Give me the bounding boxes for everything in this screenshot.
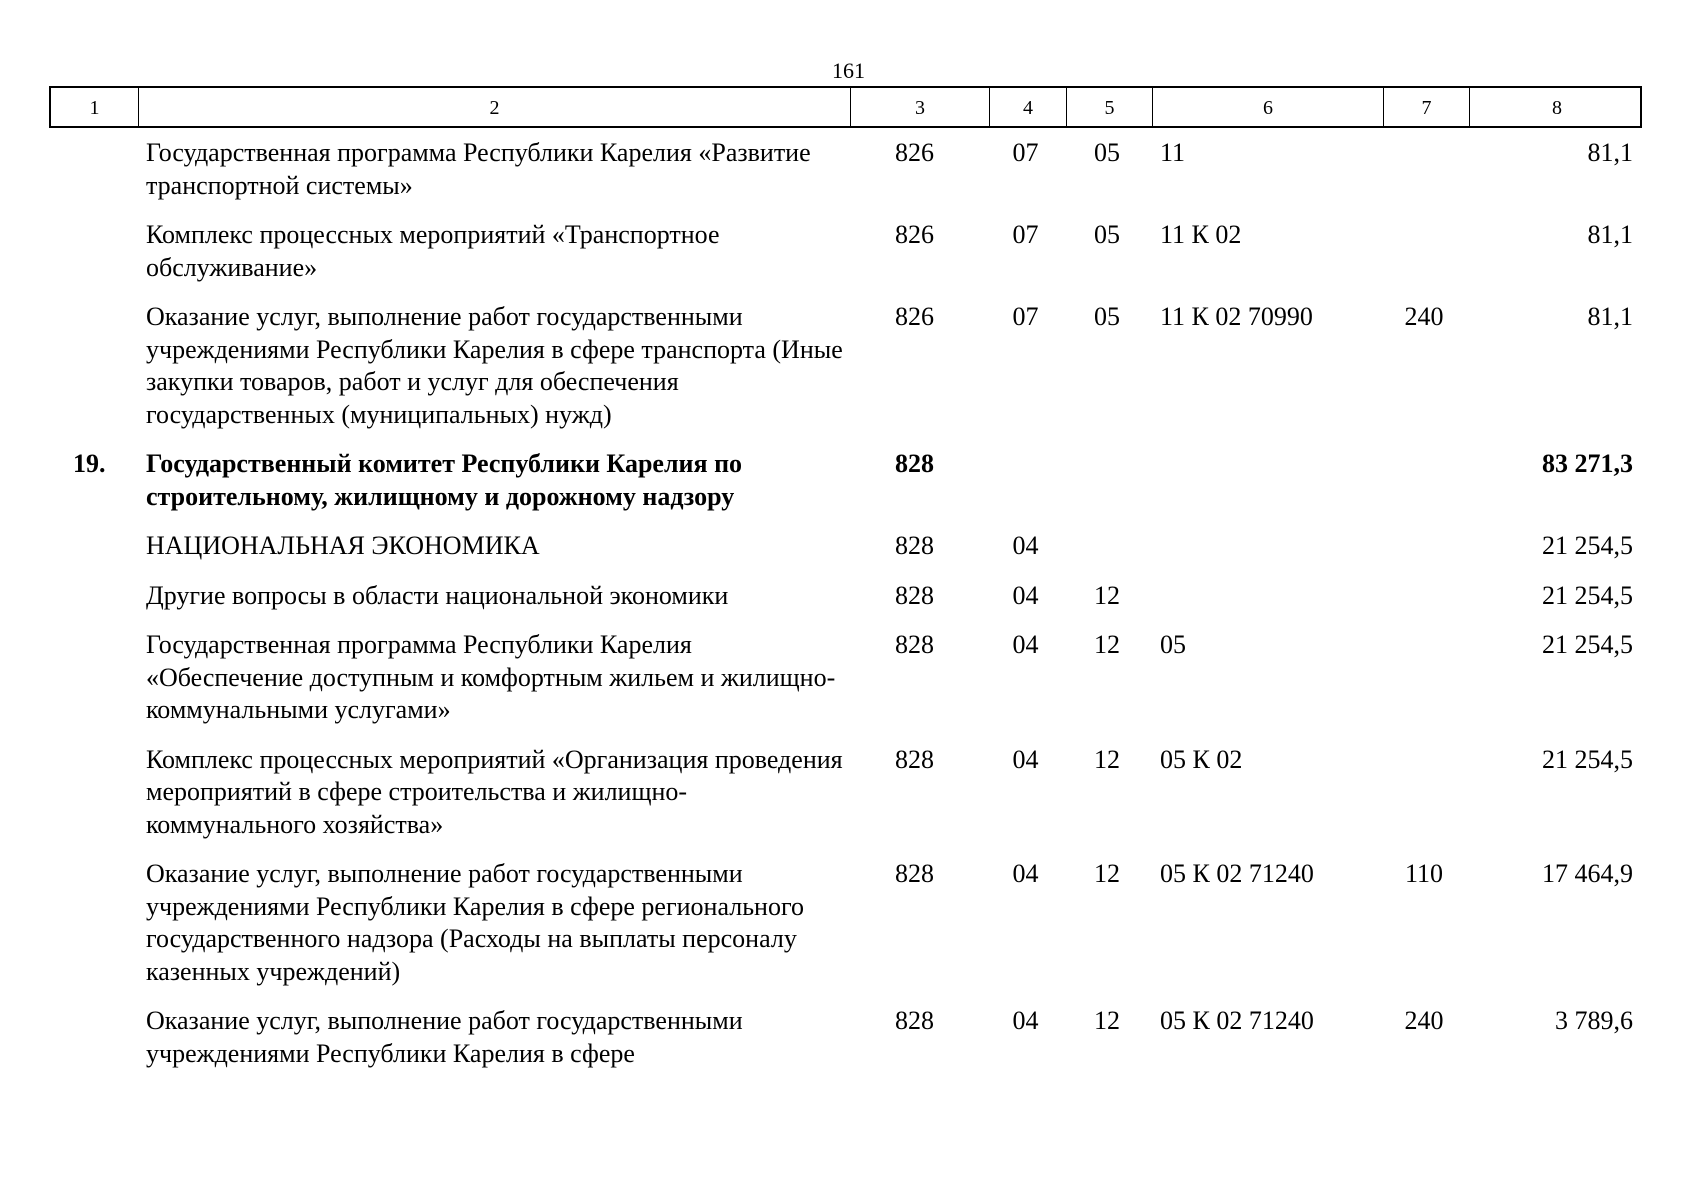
row-admin-code: 828 [895,580,934,610]
row-number [49,137,136,202]
row-target-article [1150,530,1381,563]
table-body [49,128,1642,1070]
row-number [49,629,136,727]
row-admin-code: 828 [895,744,934,774]
row-admin-code: 828 [895,531,934,560]
row-subsection: 05 [1094,138,1120,167]
row-section: 07 [1012,302,1039,331]
page-number: 161 [832,58,865,83]
row-section: 07 [1012,220,1039,249]
row-name: НАЦИОНАЛЬНАЯ ЭКОНОМИКА [146,531,540,560]
row-target-article: 11 К 02 [1160,220,1242,249]
row-subsection: 05 [1094,220,1120,249]
row-expense-type [1381,448,1467,513]
header-col-6: 6 [1152,88,1383,126]
row-number [49,219,136,284]
row-admin-code: 828 [895,449,934,478]
row-section [987,448,1064,513]
row-subsection: 05 [1094,302,1120,331]
row-name: Оказание услуг, выполнение работ государственными учреждениями Республики Карелия в сфере регионального государственного надзора (Расходы на выплаты персоналу казенных учреждений) [146,859,804,986]
row-amount: 21 254,5 [1542,744,1633,774]
row-expense-type [1381,580,1467,613]
row-section: 04 [1012,1006,1039,1035]
row-number [49,580,136,613]
row-admin-code: 828 [895,630,934,659]
header-col-3: 3 [850,88,989,126]
row-amount: 17 464,9 [1542,859,1633,888]
table-row [49,858,1642,988]
row-subsection: 12 [1094,630,1120,659]
row-expense-type: 110 [1404,859,1444,888]
row-name: Государственная программа Республики Карелия «Развитие транспортной системы» [146,138,811,200]
table-header [49,86,1642,128]
table-row [49,1005,1642,1070]
row-target-article: 05 К 02 [1160,744,1243,774]
row-name: Другие вопросы в области национальной экономики [146,580,729,610]
row-target-article: 05 К 02 71240 [1160,1006,1314,1035]
row-amount: 83 271,3 [1542,449,1633,478]
row-target-article: 11 К 02 70990 [1160,302,1313,331]
row-subsection [1064,530,1150,563]
row-amount: 81,1 [1587,220,1633,249]
row-amount: 21 254,5 [1542,580,1633,610]
row-number [49,858,136,988]
row-section: 04 [1012,630,1039,659]
table-row [49,219,1642,284]
row-amount: 21 254,5 [1542,531,1633,560]
row-target-article: 05 К 02 71240 [1160,859,1314,888]
row-target-article [1150,580,1381,613]
row-amount: 81,1 [1587,302,1633,331]
row-name: Государственный комитет Республики Карелия по строительному, жилищному и дорожному надзору [146,449,743,511]
row-admin-code: 826 [895,138,934,167]
row-admin-code: 826 [895,220,934,249]
row-amount: 81,1 [1587,138,1633,167]
row-subsection: 12 [1094,744,1120,774]
row-expense-type: 240 [1404,1006,1444,1035]
row-subsection: 12 [1094,1006,1120,1035]
row-number [49,301,136,431]
row-subsection: 12 [1094,859,1120,888]
row-name: Оказание услуг, выполнение работ государственными учреждениями Республики Карелия в сфере транспорта (Иные закупки товаров, работ и услуг для обеспечения государственных (муниципальных) нужд) [146,302,843,429]
row-section: 04 [1012,859,1039,888]
row-admin-code: 826 [895,302,934,331]
row-section: 04 [1012,744,1039,774]
row-name: Государственная программа Республики Карелия «Обеспечение доступным и комфортным жильем и жилищно-коммунальными услугами» [146,630,836,724]
row-expense-type [1381,530,1467,563]
row-expense-type [1381,629,1467,727]
row-target-article: 05 [1160,630,1186,659]
row-number [49,744,136,842]
table-row [49,744,1642,842]
table-row [49,301,1642,431]
row-target-article [1150,448,1381,513]
header-col-2: 2 [138,88,850,126]
row-expense-type: 240 [1404,302,1444,331]
header-col-7: 7 [1383,88,1469,126]
row-name: Комплекс процессных мероприятий «Транспортное обслуживание» [146,220,720,282]
header-col-8: 8 [1469,88,1644,126]
table-row [49,629,1642,727]
row-admin-code: 828 [895,1006,934,1035]
row-amount: 3 789,6 [1555,1006,1633,1035]
row-expense-type [1381,219,1467,284]
budget-table [49,86,1642,1087]
table-row [49,580,1642,613]
row-section: 04 [1012,580,1039,610]
header-col-4: 4 [989,88,1066,126]
row-section: 04 [1012,531,1039,560]
row-target-article: 11 [1160,138,1186,167]
row-number [49,1005,136,1070]
header-col-1: 1 [89,97,100,119]
row-expense-type [1381,137,1467,202]
row-number: 19. [73,449,106,478]
table-row [49,530,1642,563]
row-number [49,530,136,563]
row-section: 07 [1012,138,1039,167]
row-amount: 21 254,5 [1542,630,1633,659]
row-admin-code: 828 [895,859,934,888]
row-subsection [1064,448,1150,513]
row-expense-type [1381,744,1467,842]
header-col-5: 5 [1066,88,1152,126]
table-row [49,448,1642,513]
row-subsection: 12 [1094,580,1120,610]
row-name: Комплекс процессных мероприятий «Организация проведения мероприятий в сфере строительства и жилищно-коммунального хозяйства» [146,744,843,839]
row-name: Оказание услуг, выполнение работ государственными учреждениями Республики Карелия в сфере [146,1006,743,1068]
table-row [49,137,1642,202]
